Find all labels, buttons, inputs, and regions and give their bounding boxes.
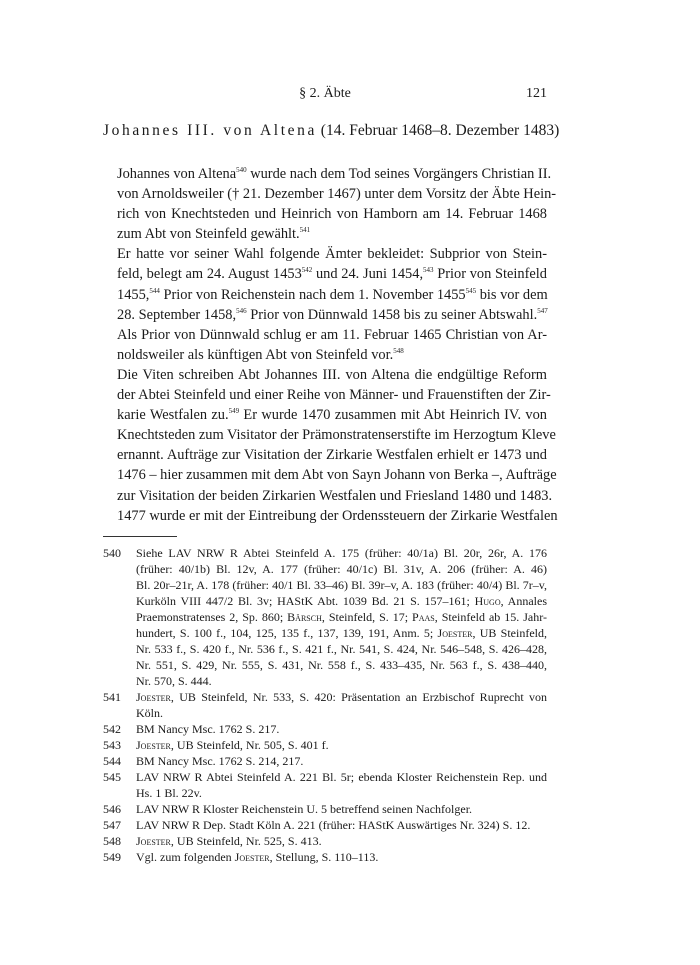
footnote-ref: 546 — [236, 306, 247, 315]
footnote — [103, 689, 547, 721]
footnote-ref: 542 — [301, 266, 313, 275]
footnote-number: 540 — [103, 545, 121, 560]
footnote-text — [136, 769, 547, 801]
text-line: 1455,$^{544}$ Prior von Reichenstein nach dem 1. November 1455$^{545}$ bis vor dem — [117, 286, 548, 303]
page-number: 121 — [526, 86, 547, 101]
footnote-text — [136, 737, 547, 753]
footnote — [103, 833, 547, 849]
text-line: 28. September 1458,$^{546}$ Prior von Dünnwald 1458 bis zu seiner Abtswahl.$^{547}$ — [117, 306, 548, 323]
paragraph — [103, 164, 557, 244]
footnote — [103, 721, 547, 737]
footnote-line: Joester, UB Steinfeld, Nr. 533, S. 420: Präsentation an Erzbischof Ruprecht von — [136, 689, 547, 704]
page — [103, 86, 560, 865]
footnote — [103, 753, 547, 769]
footnote-line: Praemonstratenses 2, Sp. 860; Bärsch, Steinfeld, S. 17; Paas, Steinfeld ab 15. Jahr- — [136, 609, 547, 624]
text-line: rich von Knechtsteden und Heinrich von Hamborn am 14. Februar 1468 — [117, 206, 547, 223]
chapter-title — [103, 122, 560, 140]
footnote-number: 545 — [103, 769, 121, 784]
footnote-text — [136, 817, 547, 833]
text-line: zur Visitation der beiden Zirkarien Westfalen und Friesland 1480 und 1483. — [117, 487, 553, 504]
footnote-number: 546 — [103, 801, 121, 816]
text-line: Als Prior von Dünnwald schlug er am 11. Februar 1465 Christian von Ar- — [117, 326, 547, 343]
abbot-name: Johannes III. von Altena — [103, 122, 317, 139]
footnote-line: hundert, S. 100 f., 104, 125, 135 f., 137, 139, 191, Anm. 5; Joester, UB Steinfeld, — [136, 625, 547, 640]
footnote — [103, 769, 547, 801]
text-line: Johannes von Altena$^{540}$ wurde nach dem Tod seines Vorgängers Christian II. — [117, 166, 552, 182]
footnote-line: Bl. 20r–21r, A. 178 (früher: 40/1 Bl. 33–46) Bl. 39r–v, A. 183 (früher: 40/4) Bl. 7r–v, — [136, 577, 547, 592]
footnote-line: BM Nancy Msc. 1762 S. 214, 217. — [136, 753, 304, 768]
footnote-line: Nr. 570, S. 444. — [136, 673, 212, 688]
footnote-number: 547 — [103, 817, 121, 832]
footnote-number: 544 — [103, 753, 121, 768]
body-text — [103, 164, 558, 526]
footnote-line: Kurköln VIII 447/2 Bl. 3v; HAStK Abt. 1039 Bd. 21 S. 157–161; Hugo, Annales — [136, 593, 547, 608]
text-line: der Abtei Steinfeld und einer Reihe von Männer- und Frauenstiften der Zir- — [117, 387, 551, 404]
footnote-number: 549 — [103, 849, 121, 864]
footnote-text — [136, 753, 547, 769]
footnote-divider — [103, 536, 177, 537]
footnote-line: LAV NRW R Abtei Steinfeld A. 221 Bl. 5r; ebenda Kloster Reichenstein Rep. und — [136, 769, 547, 784]
footnote-text — [136, 849, 547, 865]
footnote-text — [136, 801, 547, 817]
footnotes — [103, 545, 547, 865]
footnote-line: LAV NRW R Kloster Reichenstein U. 5 betreffend seinen Nachfolger. — [136, 801, 473, 816]
footnote-ref: 541 — [299, 226, 311, 235]
footnote-ref: 544 — [149, 286, 160, 295]
footnote-line: Vgl. zum folgenden Joester, Stellung, S. 110–113. — [136, 849, 379, 864]
footnote — [103, 849, 547, 865]
footnote — [103, 737, 547, 753]
paragraph — [103, 365, 558, 526]
footnote-line: BM Nancy Msc. 1762 S. 217. — [136, 721, 280, 736]
footnote-number: 542 — [103, 721, 121, 736]
footnote-text — [136, 545, 547, 689]
footnote-ref: 549 — [228, 407, 240, 416]
footnote-line: Joester, UB Steinfeld, Nr. 525, S. 413. — [136, 833, 322, 848]
footnote — [103, 817, 547, 833]
paragraph — [103, 244, 547, 365]
section-heading: § 2. Äbte — [299, 86, 351, 101]
footnote-text — [136, 689, 547, 721]
text-line: Er hatte vor seiner Wahl folgende Ämter bekleidet: Subprior von Stein- — [117, 246, 547, 263]
footnote-line: LAV NRW R Dep. Stadt Köln A. 221 (früher: HAStK Auswärtiges Nr. 324) S. 12. — [136, 817, 531, 832]
footnote-ref: 547 — [537, 306, 548, 315]
text-line: 1476 – hier zusammen mit dem Abt von Sayn Johann von Berka –, Aufträge — [117, 467, 557, 484]
footnote-ref: 548 — [393, 346, 404, 355]
footnote-ref: 543 — [423, 266, 434, 275]
footnote-line: (früher: 40/1b) Bl. 12v, A. 177 (früher: 40/1c) Bl. 31v, A. 206 (früher: A. 46) — [136, 561, 547, 576]
text-line: feld, belegt am 24. August 1453$^{542}$ und 24. Juni 1454,$^{543}$ Prior von Steinfeld — [117, 266, 547, 283]
footnote-line: Nr. 551, S. 429, Nr. 555, S. 431, Nr. 558 f., S. 433–435, Nr. 563 f., S. 438–440, — [136, 657, 547, 672]
footnote-number: 541 — [103, 689, 121, 704]
footnote-ref: 540 — [236, 166, 247, 174]
text-line: zum Abt von Steinfeld gewählt.$^{541}$ — [117, 226, 311, 243]
footnote-line: Joester, UB Steinfeld, Nr. 505, S. 401 f. — [136, 737, 329, 752]
footnote-number: 548 — [103, 833, 121, 848]
footnote — [103, 545, 547, 689]
footnote-text — [136, 721, 547, 737]
footnote-ref: 545 — [465, 286, 477, 295]
text-line: Die Viten schreiben Abt Johannes III. von Altena die endgültige Reform — [117, 366, 547, 383]
footnote-line: Siehe LAV NRW R Abtei Steinfeld A. 175 (früher: 40/1a) Bl. 20r, 26r, A. 176 — [136, 545, 547, 560]
footnote-line: Köln. — [136, 705, 163, 720]
running-head — [103, 86, 547, 108]
text-line: Knechtsteden zum Visitator der Prämonstratenserstifte im Herzogtum Kleve — [117, 427, 556, 444]
text-line: ernannt. Aufträge zur Visitation der Zirkarie Westfalen erhielt er 1473 und — [117, 447, 547, 464]
text-line: karie Westfalen zu.$^{549}$ Er wurde 1470 zusammen mit Abt Heinrich IV. von — [117, 407, 547, 424]
text-line: 1477 wurde er mit der Eintreibung der Ordenssteuern der Zirkarie Westfalen — [117, 507, 558, 524]
footnote-line: Nr. 533 f., S. 420 f., Nr. 536 f., S. 421 f., Nr. 541, S. 424, Nr. 546–548, S. 426–428, — [136, 641, 547, 656]
tenure-dates: (14. Februar 1468–8. Dezember 1483) — [320, 122, 560, 139]
text-line: noldsweiler als künftigen Abt von Steinfeld vor.$^{548}$ — [117, 346, 404, 363]
text-line: von Arnoldsweiler († 21. Dezember 1467) unter dem Vorsitz der Äbte Hein- — [117, 186, 557, 203]
footnote-text — [136, 833, 547, 849]
footnote — [103, 801, 547, 817]
footnote-number: 543 — [103, 737, 121, 752]
footnote-line: Hs. 1 Bl. 22v. — [136, 785, 202, 800]
